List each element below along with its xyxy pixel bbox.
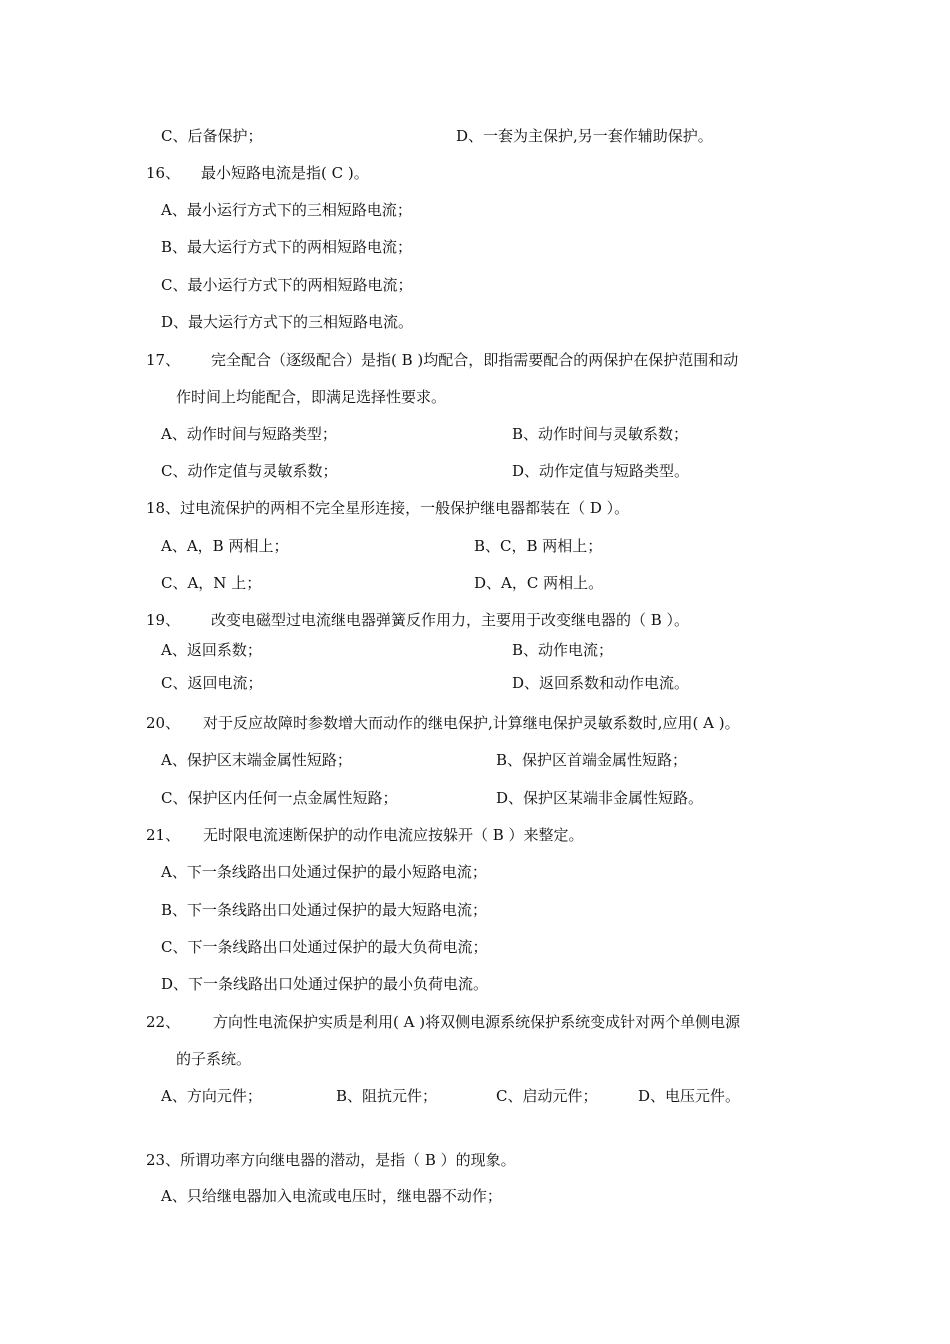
q23-stem: 23、所谓功率方向继电器的潜动，是指（ B ）的现象。 bbox=[146, 1151, 516, 1169]
q17-number: 17、 bbox=[146, 351, 181, 369]
q18-option-b: B、C，B 两相上； bbox=[474, 537, 603, 555]
q20-option-c: C、保护区内任何一点金属性短路； bbox=[161, 789, 398, 807]
q19-option-d: D、返回系数和动作电流。 bbox=[512, 674, 690, 692]
q22-number: 22、 bbox=[146, 1013, 181, 1031]
q21-number: 21、 bbox=[146, 826, 181, 844]
q17-stem-line1: 完全配合（逐级配合）是指( B )均配合，即指需要配合的两保护在保护范围和动 bbox=[211, 351, 739, 369]
q16-option-c: C、最小运行方式下的两相短路电流； bbox=[161, 276, 413, 294]
q22-option-a: A、方向元件； bbox=[161, 1087, 262, 1105]
q19-option-c: C、返回电流； bbox=[161, 674, 263, 692]
q21-option-d: D、下一条线路出口处通过保护的最小负荷电流。 bbox=[161, 975, 489, 993]
q20-number: 20、 bbox=[146, 714, 181, 732]
q22-option-b: B、阻抗元件； bbox=[336, 1087, 438, 1105]
q16-option-a: A、最小运行方式下的三相短路电流； bbox=[161, 201, 412, 219]
q16-stem: 最小短路电流是指( C )。 bbox=[201, 164, 369, 182]
q17-option-b: B、动作时间与灵敏系数； bbox=[512, 425, 689, 443]
q17-option-d: D、动作定值与短路类型。 bbox=[512, 462, 690, 480]
q17-option-a: A、动作时间与短路类型； bbox=[161, 425, 337, 443]
q16-number: 16、 bbox=[146, 164, 181, 182]
q18-stem: 18、过电流保护的两相不完全星形连接，一般保护继电器都装在（ D ）。 bbox=[146, 499, 630, 517]
q21-option-b: B、下一条线路出口处通过保护的最大短路电流； bbox=[161, 901, 488, 919]
q18-option-a: A、A，B 两相上； bbox=[161, 537, 289, 555]
q18-option-d: D、A，C 两相上。 bbox=[474, 574, 604, 592]
q18-option-c: C、A，N 上； bbox=[161, 574, 262, 592]
q20-option-d: D、保护区某端非金属性短路。 bbox=[496, 789, 704, 807]
q21-stem: 无时限电流速断保护的动作电流应按躲开（ B ）来整定。 bbox=[203, 826, 584, 844]
q17-option-c: C、动作定值与灵敏系数； bbox=[161, 462, 338, 480]
q19-stem: 改变电磁型过电流继电器弹簧反作用力，主要用于改变继电器的（ B ）。 bbox=[211, 611, 690, 629]
q19-option-a: A、返回系数； bbox=[161, 641, 262, 659]
q22-option-c: C、启动元件； bbox=[496, 1087, 598, 1105]
q23-option-a: A、只给继电器加入电流或电压时，继电器不动作； bbox=[161, 1187, 502, 1205]
q20-option-b: B、保护区首端金属性短路； bbox=[496, 751, 688, 769]
q19-option-b: B、动作电流； bbox=[512, 641, 614, 659]
q16-option-d: D、最大运行方式下的三相短路电流。 bbox=[161, 313, 414, 331]
q22-option-d: D、电压元件。 bbox=[638, 1087, 741, 1105]
q15-option-d: D、一套为主保护,另一套作辅助保护。 bbox=[456, 127, 713, 145]
q21-option-a: A、下一条线路出口处通过保护的最小短路电流； bbox=[161, 863, 487, 881]
q22-stem-line1: 方向性电流保护实质是利用( A )将双侧电源系统保护系统变成针对两个单侧电源 bbox=[213, 1013, 741, 1031]
q15-option-c: C、后备保护； bbox=[161, 127, 263, 145]
q22-stem-line2: 的子系统。 bbox=[176, 1050, 252, 1068]
q20-stem: 对于反应故障时参数增大而动作的继电保护,计算继电保护灵敏系数时,应用( A )。 bbox=[203, 714, 740, 732]
q16-option-b: B、最大运行方式下的两相短路电流； bbox=[161, 238, 413, 256]
q19-number: 19、 bbox=[146, 611, 181, 629]
q21-option-c: C、下一条线路出口处通过保护的最大负荷电流； bbox=[161, 938, 488, 956]
q17-stem-line2: 作时间上均能配合，即满足选择性要求。 bbox=[176, 388, 447, 406]
q20-option-a: A、保护区末端金属性短路； bbox=[161, 751, 352, 769]
